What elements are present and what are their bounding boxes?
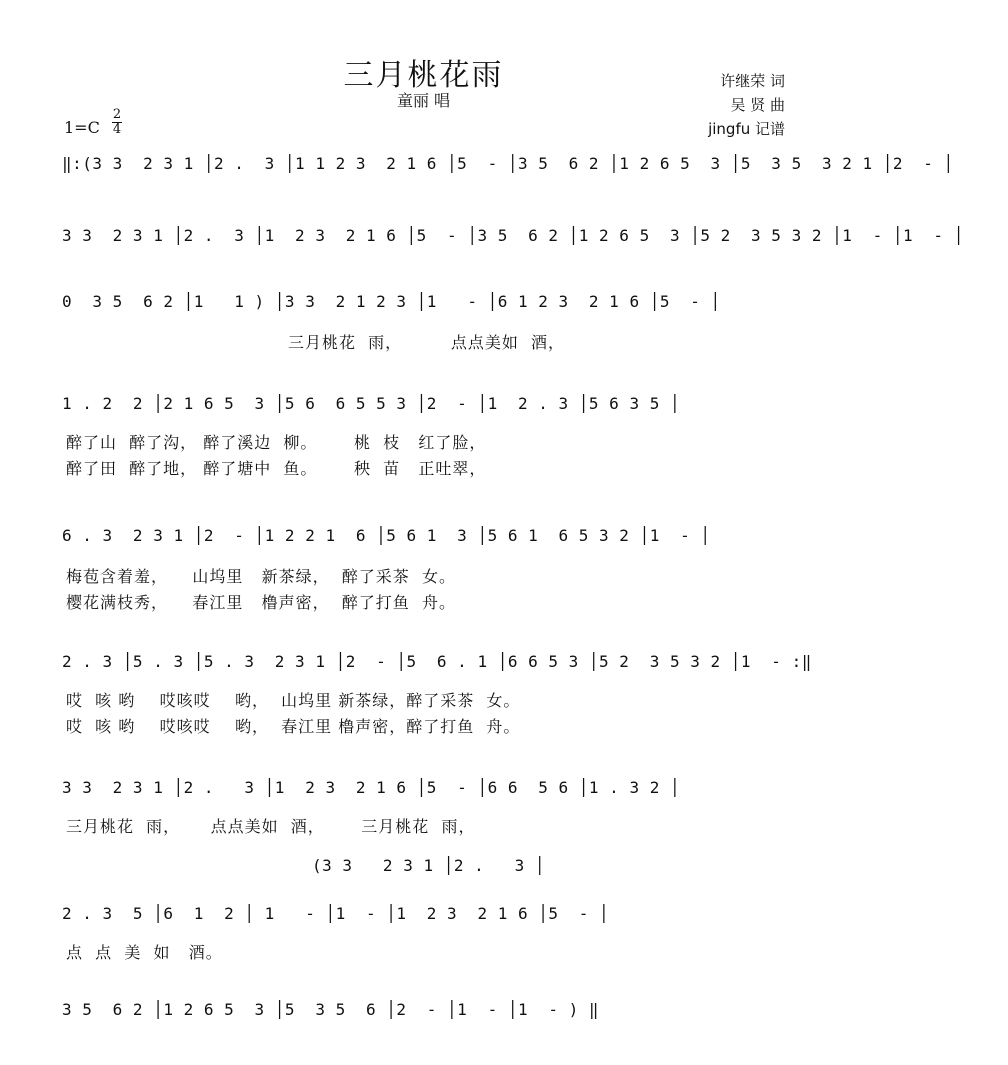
notation: (3 3 2 3 1 │2 . 3 │ bbox=[312, 856, 546, 875]
notation: 6 . 3 2 3 1 │2 - │1 2 2 1 6 │5 6 1 3 │5 6 1 6 5 3 2 │1 - │ bbox=[62, 526, 711, 545]
song-title: 三月桃花雨 bbox=[343, 58, 504, 93]
time-numerator: 2 bbox=[112, 107, 122, 122]
lyric-line: 点 点 美 如 酒。 bbox=[66, 943, 223, 962]
lyric-line: 哎 咳 哟 哎咳哎 哟， 山坞里 新茶绿，醉了采茶 女。 bbox=[66, 691, 521, 710]
notation: ‖:(3 3 2 3 1 │2 . 3 │1 1 2 3 2 1 6 │5 - │3 5 6 2 │1 2 6 5 3 │5 3 5 3 2 1 │2 - │ bbox=[62, 154, 954, 173]
key-signature: 1=C bbox=[64, 118, 100, 137]
lyric-line: 梅苞含着羞， 山坞里 新茶绿， 醉了采茶 女。 bbox=[66, 567, 456, 586]
score-line bbox=[62, 222, 964, 256]
notation: 0 3 5 6 2 │1 1 ) │3 3 2 1 2 3 │1 - │6 1 2 3 2 1 6 │5 - │ bbox=[62, 292, 721, 311]
score-line bbox=[62, 150, 954, 184]
lyric-line: 醉了山 醉了沟， 醉了溪边 柳。 桃 枝 红了脸， bbox=[66, 433, 487, 452]
notation: 3 3 2 3 1 │2 . 3 │1 2 3 2 1 6 │5 - │6 6 5 6 │1 . 3 2 │ bbox=[62, 778, 681, 797]
lyric-line: 哎 咳 哟 哎咳哎 哟， 春江里 橹声密，醉了打鱼 舟。 bbox=[66, 717, 521, 736]
lyricist-credit: 许继荣 词 bbox=[720, 72, 785, 90]
notation: 1 . 2 2 │2 1 6 5 3 │5 6 6 5 5 3 │2 - │1 2 . 3 │5 6 3 5 │ bbox=[62, 394, 681, 413]
time-signature bbox=[112, 108, 122, 137]
transcriber-credit: jingfu 记谱 bbox=[708, 120, 785, 138]
lyric-line: 三月桃花 雨， 点点美如 酒， bbox=[288, 333, 566, 352]
score-line bbox=[62, 900, 788, 934]
score-line bbox=[62, 996, 788, 1030]
score-line bbox=[62, 522, 788, 556]
score-line bbox=[62, 648, 812, 682]
notation: 3 3 2 3 1 │2 . 3 │1 2 3 2 1 6 │5 - │3 5 6 2 │1 2 6 5 3 │5 2 3 5 3 2 │1 - │1 - │ bbox=[62, 226, 964, 245]
notation: 3 5 6 2 │1 2 6 5 3 │5 3 5 6 │2 - │1 - │1 - ) ‖ bbox=[62, 1000, 600, 1019]
lyric-line: 樱花满枝秀， 春江里 橹声密， 醉了打鱼 舟。 bbox=[66, 593, 456, 612]
score-line bbox=[62, 774, 788, 808]
score-line bbox=[62, 288, 788, 322]
notation: 2 . 3 │5 . 3 │5 . 3 2 3 1 │2 - │5 6 . 1 │6 6 5 3 │5 2 3 5 3 2 │1 - :‖ bbox=[62, 652, 812, 671]
lyric-line: 醉了田 醉了地， 醉了塘中 鱼。 秧 苗 正吐翠， bbox=[66, 459, 487, 478]
time-denominator: 4 bbox=[112, 122, 122, 137]
score-line-instrumental bbox=[312, 856, 572, 880]
score-line bbox=[62, 390, 788, 424]
notation: 2 . 3 5 │6 1 2 │ 1 - │1 - │1 2 3 2 1 6 │5 - │ bbox=[62, 904, 610, 923]
singer-label: 童丽 唱 bbox=[396, 91, 451, 110]
composer-credit: 吴 贤 曲 bbox=[730, 96, 785, 114]
lyric-line: 三月桃花 雨， 点点美如 酒， 三月桃花 雨， bbox=[66, 817, 476, 836]
